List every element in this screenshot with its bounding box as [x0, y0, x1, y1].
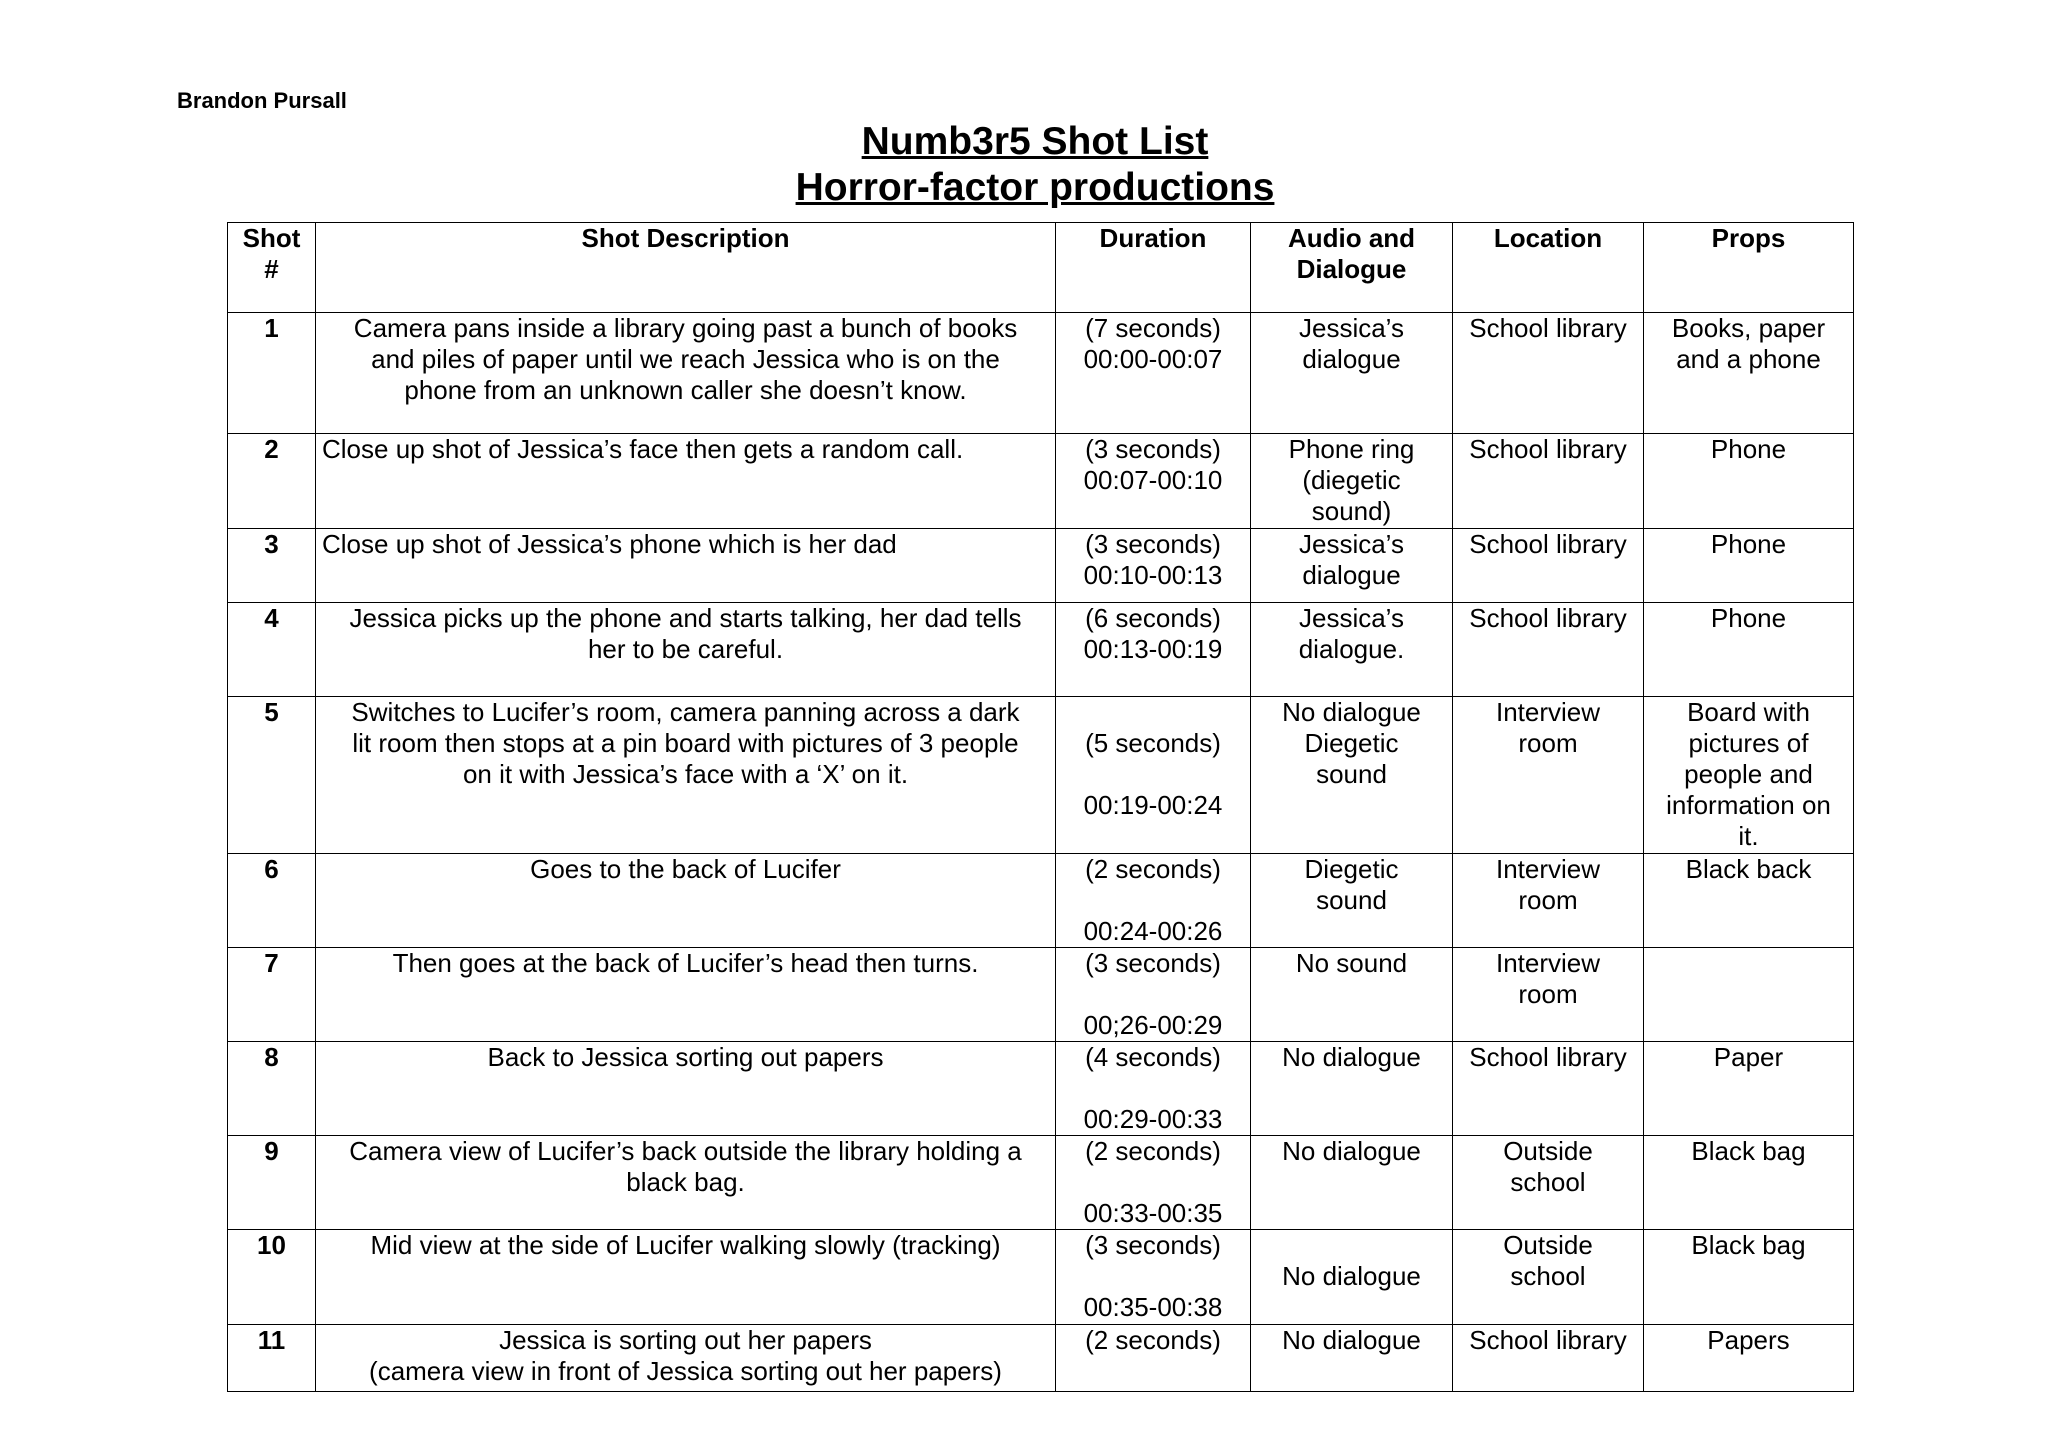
cell-line: Close up shot of Jessica’s phone which is her dad: [322, 529, 897, 559]
audio-dialogue-cell: [1251, 948, 1453, 1042]
shot-description-cell: [316, 697, 1056, 854]
duration-cell: [1056, 529, 1251, 603]
cell-line: 00;26-00:29: [1083, 1010, 1223, 1040]
cell-line: her to be careful.: [587, 634, 784, 664]
cell-line: (3 seconds): [1085, 529, 1221, 559]
audio-dialogue-cell: [1251, 434, 1453, 529]
duration-cell: [1056, 603, 1251, 697]
document-subtitle: Horror-factor productions: [795, 166, 1275, 209]
cell-line: 00:24-00:26: [1083, 916, 1223, 946]
cell-line: Black back: [1685, 854, 1812, 884]
shot-number-cell: 9: [228, 1136, 316, 1230]
shot-number-cell: 1: [228, 313, 316, 434]
cell-line: (3 seconds): [1085, 1230, 1221, 1260]
duration-cell: [1056, 948, 1251, 1042]
shot-number-cell: 10: [228, 1230, 316, 1325]
audio-dialogue-cell: [1251, 603, 1453, 697]
cell-line: No dialogue: [1282, 1261, 1421, 1291]
duration-cell: [1056, 434, 1251, 529]
cell-line: 00:35-00:38: [1083, 1292, 1223, 1322]
cell-line: Paper: [1713, 1042, 1784, 1072]
duration-cell: [1056, 313, 1251, 434]
props-cell: [1644, 434, 1854, 529]
duration-cell: [1056, 1230, 1251, 1325]
cell-line: 00:19-00:24: [1083, 790, 1223, 820]
location-cell: [1453, 948, 1644, 1042]
cell-line: Jessica’s: [1298, 313, 1404, 343]
props-cell: [1644, 1325, 1854, 1392]
cell-line: Interview: [1495, 948, 1601, 978]
props-cell: [1644, 948, 1854, 1042]
table-row: [228, 1325, 1854, 1392]
table-row: [228, 1042, 1854, 1136]
cell-line: dialogue.: [1298, 634, 1405, 664]
cell-line: School library: [1469, 434, 1627, 464]
header-shot-number: [228, 223, 316, 313]
cell-line: room: [1518, 885, 1578, 915]
cell-line: (2 seconds): [1085, 1136, 1221, 1166]
cell-line: (6 seconds): [1085, 603, 1221, 633]
shot-number-cell: 4: [228, 603, 316, 697]
duration-cell: [1056, 1325, 1251, 1392]
shot-description-cell: [316, 313, 1056, 434]
table-row: [228, 1136, 1854, 1230]
shot-number-cell: 8: [228, 1042, 316, 1136]
duration-cell: [1056, 697, 1251, 854]
cell-line: (2 seconds): [1085, 1325, 1221, 1355]
header-duration: Duration: [1056, 223, 1251, 313]
shot-number-cell: 5: [228, 697, 316, 854]
audio-dialogue-cell: [1251, 1325, 1453, 1392]
cell-line: and piles of paper until we reach Jessica who is on the: [371, 344, 1000, 374]
header-shot-line2: #: [264, 254, 279, 284]
audio-dialogue-cell: [1251, 313, 1453, 434]
shot-number-cell: 6: [228, 854, 316, 948]
props-cell: [1644, 529, 1854, 603]
table-header-row: [228, 223, 1854, 313]
cell-line: (4 seconds): [1085, 1042, 1221, 1072]
duration-cell: [1056, 1042, 1251, 1136]
cell-line: Mid view at the side of Lucifer walking slowly (tracking): [370, 1230, 1001, 1260]
header-shot-line1: Shot: [242, 223, 301, 253]
cell-line: information on: [1666, 790, 1831, 820]
shot-description-cell: [316, 1230, 1056, 1325]
cell-line: School library: [1469, 1325, 1627, 1355]
audio-dialogue-cell: [1251, 854, 1453, 948]
cell-line: dialogue: [1302, 560, 1401, 590]
table-row: [228, 854, 1854, 948]
location-cell: [1453, 1325, 1644, 1392]
props-cell: [1644, 1136, 1854, 1230]
header-location: Location: [1453, 223, 1644, 313]
cell-line: School library: [1469, 603, 1627, 633]
cell-line: Phone ring: [1288, 434, 1415, 464]
props-cell: [1644, 1230, 1854, 1325]
cell-line: (7 seconds): [1085, 313, 1221, 343]
audio-dialogue-cell: [1251, 1042, 1453, 1136]
cell-line: dialogue: [1302, 344, 1401, 374]
location-cell: [1453, 434, 1644, 529]
cell-line: Jessica’s: [1298, 529, 1404, 559]
cell-line: (camera view in front of Jessica sorting out her papers): [369, 1356, 1002, 1386]
props-cell: [1644, 854, 1854, 948]
header-audio-line2: Dialogue: [1296, 254, 1407, 284]
location-cell: [1453, 603, 1644, 697]
cell-line: Black bag: [1691, 1230, 1806, 1260]
cell-line: No dialogue: [1282, 697, 1421, 727]
shot-description-cell: [316, 1136, 1056, 1230]
props-cell: [1644, 603, 1854, 697]
cell-line: (2 seconds): [1085, 854, 1221, 884]
shot-description-cell: [316, 854, 1056, 948]
cell-line: Black bag: [1691, 1136, 1806, 1166]
audio-dialogue-cell: [1251, 697, 1453, 854]
cell-line: No dialogue: [1282, 1042, 1421, 1072]
header-audio-dialogue: [1251, 223, 1453, 313]
cell-line: Diegetic: [1304, 854, 1399, 884]
cell-line: (5 seconds): [1085, 728, 1221, 758]
cell-line: Phone: [1710, 434, 1787, 464]
cell-line: Outside: [1503, 1136, 1593, 1166]
duration-cell: [1056, 854, 1251, 948]
header-audio-line1: Audio and: [1287, 223, 1416, 253]
cell-line: Interview: [1495, 697, 1601, 727]
audio-dialogue-cell: [1251, 1136, 1453, 1230]
cell-line: 00:00-00:07: [1083, 344, 1223, 374]
table-row: [228, 313, 1854, 434]
cell-line: Board with: [1687, 697, 1810, 727]
cell-line: sound: [1316, 885, 1387, 915]
cell-line: Outside: [1503, 1230, 1593, 1260]
cell-line: Camera view of Lucifer’s back outside the library holding a: [349, 1136, 1022, 1166]
author-name: Brandon Pursall: [177, 88, 347, 113]
cell-line: school: [1510, 1167, 1586, 1197]
document-title: Numb3r5 Shot List: [861, 120, 1209, 163]
cell-line: school: [1510, 1261, 1586, 1291]
shot-description-cell: [316, 1325, 1056, 1392]
location-cell: [1453, 854, 1644, 948]
shot-number-cell: 2: [228, 434, 316, 529]
table-row: [228, 434, 1854, 529]
cell-line: Then goes at the back of Lucifer’s head then turns.: [392, 948, 979, 978]
cell-line: School library: [1469, 313, 1627, 343]
cell-line: phone from an unknown caller she doesn’t know.: [404, 375, 967, 405]
props-cell: [1644, 1042, 1854, 1136]
location-cell: [1453, 1136, 1644, 1230]
location-cell: [1453, 1042, 1644, 1136]
props-cell: [1644, 697, 1854, 854]
cell-line: Jessica picks up the phone and starts talking, her dad tells: [349, 603, 1022, 633]
cell-line: 00:29-00:33: [1083, 1104, 1223, 1134]
cell-line: Diegetic: [1304, 728, 1399, 758]
table-row: [228, 948, 1854, 1042]
duration-cell: [1056, 1136, 1251, 1230]
cell-line: Back to Jessica sorting out papers: [487, 1042, 884, 1072]
cell-line: Close up shot of Jessica’s face then gets a random call.: [322, 434, 964, 464]
cell-line: room: [1518, 979, 1578, 1009]
cell-line: people and: [1684, 759, 1813, 789]
cell-line: it.: [1738, 821, 1759, 851]
shot-description-cell: [316, 1042, 1056, 1136]
cell-line: Interview: [1495, 854, 1601, 884]
location-cell: [1453, 313, 1644, 434]
shot-list-table: [227, 222, 1854, 1392]
table-row: [228, 1230, 1854, 1325]
shot-description-cell: [316, 948, 1056, 1042]
cell-line: Switches to Lucifer’s room, camera panning across a dark: [351, 697, 1020, 727]
cell-line: sound): [1311, 496, 1392, 526]
cell-line: Books, paper: [1671, 313, 1826, 343]
cell-line: lit room then stops at a pin board with pictures of 3 people: [352, 728, 1019, 758]
shot-number-cell: 11: [228, 1325, 316, 1392]
cell-line: Phone: [1710, 603, 1787, 633]
cell-line: 00:10-00:13: [1083, 560, 1223, 590]
cell-line: School library: [1469, 1042, 1627, 1072]
cell-line: (3 seconds): [1085, 948, 1221, 978]
cell-line: Jessica’s: [1298, 603, 1404, 633]
audio-dialogue-cell: [1251, 529, 1453, 603]
cell-line: room: [1518, 728, 1578, 758]
shot-description-cell: [316, 529, 1056, 603]
location-cell: [1453, 529, 1644, 603]
shot-description-cell: [316, 434, 1056, 529]
header-shot-description: Shot Description: [316, 223, 1056, 313]
cell-line: (diegetic: [1302, 465, 1401, 495]
cell-line: pictures of: [1688, 728, 1809, 758]
cell-line: Jessica is sorting out her papers: [499, 1325, 872, 1355]
table-row: [228, 697, 1854, 854]
cell-line: Camera pans inside a library going past a bunch of books: [353, 313, 1018, 343]
shot-description-cell: [316, 603, 1056, 697]
cell-line: 00:33-00:35: [1083, 1198, 1223, 1228]
cell-line: black bag.: [626, 1167, 745, 1197]
cell-line: School library: [1469, 529, 1627, 559]
cell-line: No dialogue: [1282, 1136, 1421, 1166]
location-cell: [1453, 697, 1644, 854]
audio-dialogue-cell: [1251, 1230, 1453, 1325]
shot-number-cell: 7: [228, 948, 316, 1042]
table-row: [228, 529, 1854, 603]
cell-line: No dialogue: [1282, 1325, 1421, 1355]
header-props: Props: [1644, 223, 1854, 313]
cell-line: Phone: [1710, 529, 1787, 559]
table-row: [228, 603, 1854, 697]
cell-line: 00:13-00:19: [1083, 634, 1223, 664]
cell-line: sound: [1316, 759, 1387, 789]
location-cell: [1453, 1230, 1644, 1325]
cell-line: and a phone: [1676, 344, 1821, 374]
shot-number-cell: 3: [228, 529, 316, 603]
cell-line: (3 seconds): [1085, 434, 1221, 464]
cell-line: Goes to the back of Lucifer: [530, 854, 841, 884]
cell-line: on it with Jessica’s face with a ‘X’ on it.: [462, 759, 909, 789]
cell-line: Papers: [1707, 1325, 1790, 1355]
props-cell: [1644, 313, 1854, 434]
cell-line: 00:07-00:10: [1083, 465, 1223, 495]
cell-line: No sound: [1295, 948, 1408, 978]
